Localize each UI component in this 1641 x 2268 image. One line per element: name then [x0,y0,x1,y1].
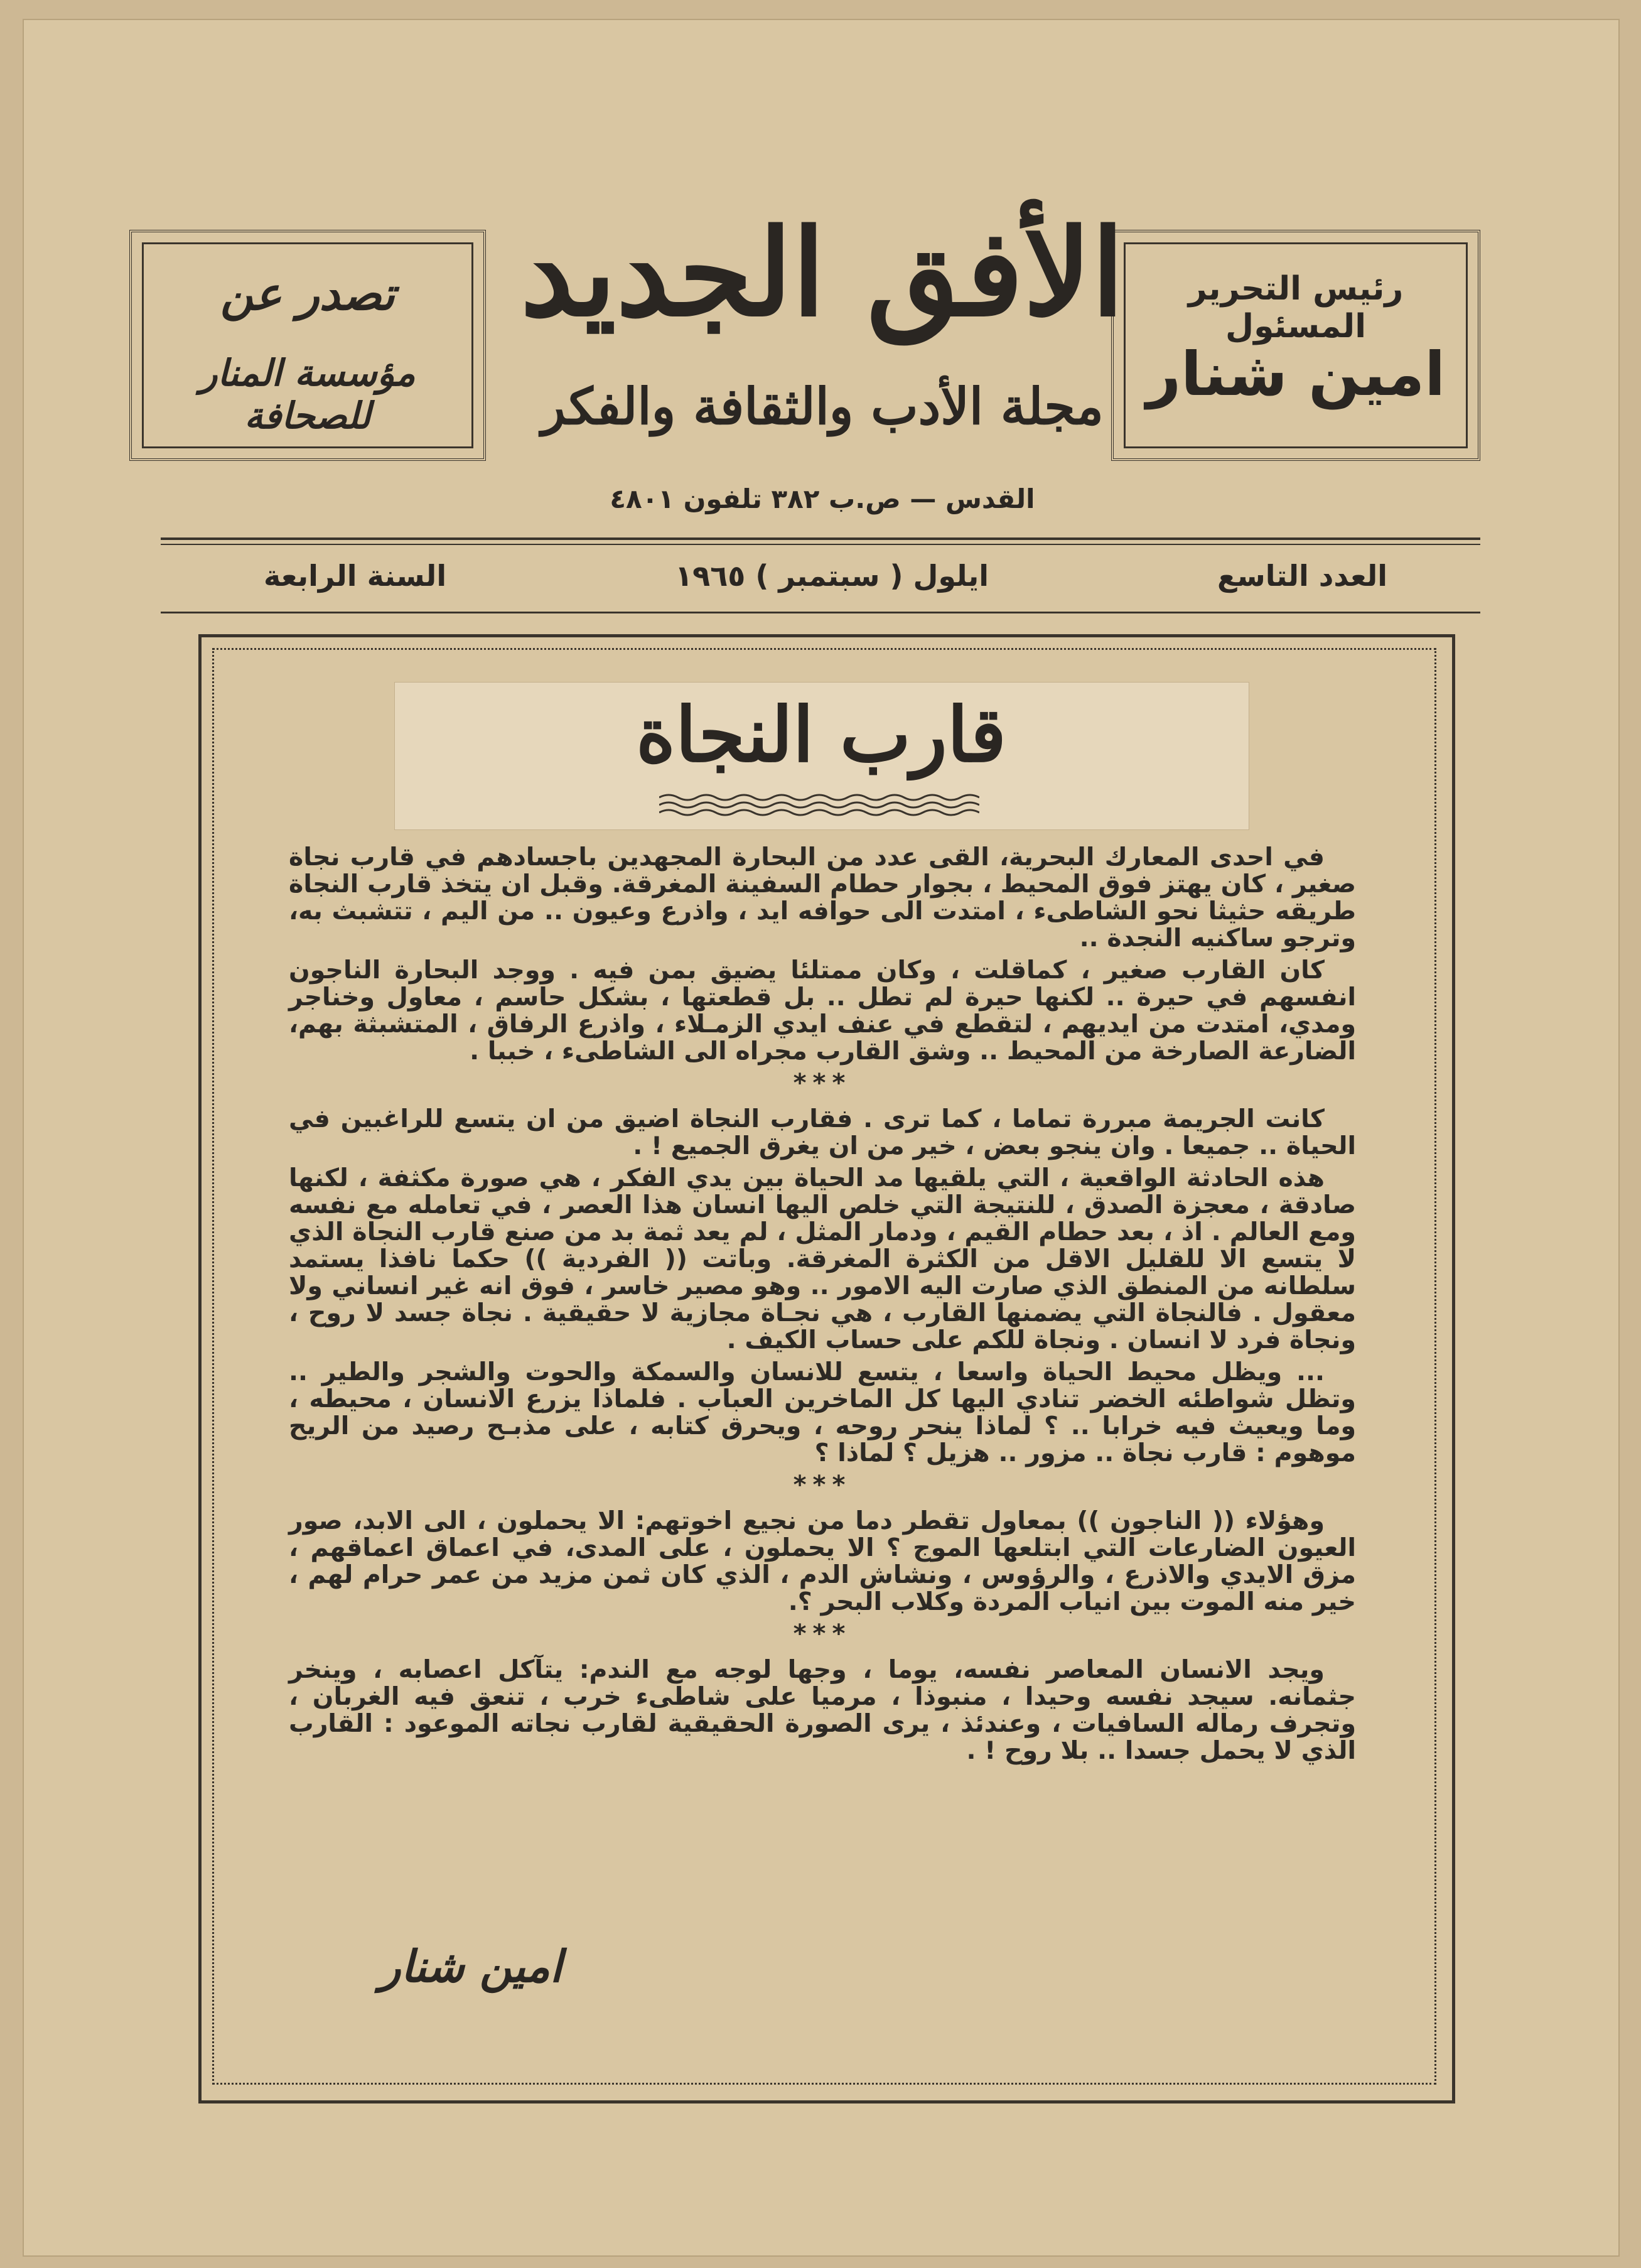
article-paragraph: كان القارب صغير ، كماقلت ، وكان ممتلئا يضيق بمن فيه . ووجد البحارة الناجون انفسهم في حيرة .. لكنها حيرة لم تطل .. بل قطعتها ، بشكل حاسم ، معاول وخناجر ومدي، امتدت من ايديهم ، لتقطع في عنف ايدي الزمـلاء ، واذرع الرفاق ، المتشبثة بهم، الضارعة الصارخة من المحيط .. وشق القارب مجراه الى الشاطىء ، خببا . [289,956,1356,1066]
issue-info-row [264,559,1387,603]
wave-ornament-icon [659,792,979,818]
publisher-intro-label: تصدر عن [220,267,395,320]
magazine-subtitle: مجلة الأدب والثقافة والفكر [541,377,1104,436]
author-signature: امين شنار [379,1940,562,1992]
header-rule-top [161,537,1480,540]
editor-role-label: رئيس التحرير المسئول [1188,270,1404,345]
article-paragraph: ويجد الانسان المعاصر نفسه، يوما ، وجها لوجه مع الندم: يتآكل اعصابه ، وينخر جثمانه. سيجد نفسه وحيدا ، منبوذا ، مرميا على شاطىء خرب ، تنعق فيه الغربان ، وتجرف رماله السافيات ، وعندئذ ، يرى الصورة الحقيقية لقارب نجاته الموعود : القارب الذي لا يحمل جسدا .. بلا روح ! . [289,1655,1356,1765]
magazine-title: الأفق الجديد [520,203,1125,343]
magazine-address: القدس — ص.ب ٣٨٢ تلفون ٤٨٠١ [610,483,1035,514]
publisher-box [129,230,486,461]
section-separator: *** [793,1471,852,1499]
article-title: قارب النجاة [636,691,1006,779]
issue-date: ايلول ( سبتمبر ) ١٩٦٥ [675,559,989,593]
article-paragraph: هذه الحادثة الواقعية ، التي يلقيها مد الحياة بين يدي الفكر ، هي صورة مكثفة ، لكنها صادقة ، معجزة الصدق ، للنتيجة التي خلص اليها انسان هذا العصر ، في تعامله مع نفسه ومع العالم . اذ ، بعد حطام القيم ، ودمار المثل ، لم يعد ثمة بد من صنع قارب النجاة الذي لا يتسع الا للقليل الاقل من الكثرة المغرقة. وباتت (( الفردية )) حكما نافذا يستمد سلطانه من المنطق الذي صارت اليه الامور .. وهو مصير خاسر ، فوق انه غير انساني ولا معقول . فالنجاة التي يضمنها القارب ، هي نجـاة مجازية لا حقيقية . نجاة جسد لا روح ، ونجاة فرد لا انسان . ونجاة للكم على حساب الكيف . [289,1164,1356,1354]
header-rule-top-thin [161,544,1480,545]
issue-number: العدد التاسع [1217,559,1387,593]
article-body [289,844,1356,1769]
section-separator: *** [793,1619,852,1648]
article-paragraph: كانت الجريمة مبررة تماما ، كما ترى . فقارب النجاة اضيق من ان يتسع للراغبين في الحياة .. جميعا . وان ينجو بعض ، خير من ان يغرق الجميع ! . [289,1104,1356,1160]
section-separator: *** [793,1069,852,1098]
article-paragraph: في احدى المعارك البحرية، القى عدد من البحارة المجهدين باجسادهم في قارب نجاة صغير ، كان يهتز فوق المحيط ، بجوار حطام السفينة المغرقة. وقبل ان يتخذ قارب النجاة طريقه حثيثا نحو الشاطىء ، امتدت الى حوافه ايد ، واذرع وعيون .. من اليم ، تتشبث به، وترجو ساكنيه النجدة .. [289,843,1356,953]
publisher-name: مؤسسة المنار للصحافة [200,352,416,437]
article-paragraph: ... ويظل محيط الحياة واسعا ، يتسع للانسان والسمكة والحوت والشجر والطير .. وتظل شواطئه الخضر تنادي اليها كل الماخرين العباب . فلماذا يزرع الانسان ، محيطه ، وما ويعيث فيه خرابا .. ؟ لماذا ينحر روحه ، ويحرق كتابه ، على مذبـح رصيد من الريح موهوم : قارب نجاة .. مزور .. هزيل ؟ لماذا ؟ [289,1358,1356,1467]
issue-year: السنة الرابعة [264,559,447,593]
header-rule-bottom [161,612,1480,613]
article-paragraph: وهؤلاء (( الناجون )) بمعاول تقطر دما من نجيع اخوتهم: الا يحملون ، الى الابد، صور العيون الضارعات التي ابتلعها الموج ؟ الا يحملون ، على المدى، في اعماق اعماقهم ، مزق الايدي والاذرع ، والرؤوس ، ونشاش الدم ، الذي كان ثمن مزيد من عمر حرام لهم ، خير منه الموت بين انياب المردة وكلاب البحر ؟. [289,1506,1356,1616]
editor-name: امين شنار [1146,339,1446,409]
